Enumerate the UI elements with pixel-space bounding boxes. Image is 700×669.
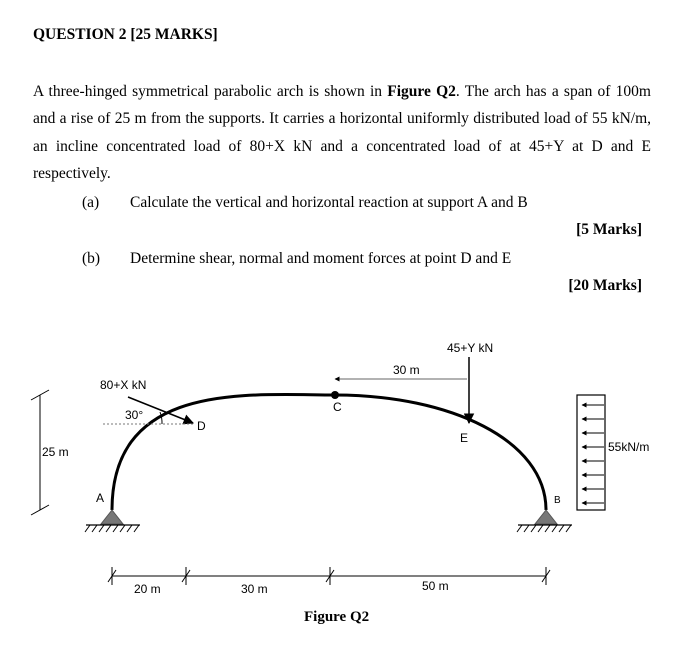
point-d-label: D — [197, 419, 206, 433]
span-segment-1: 20 m — [134, 582, 161, 596]
part-b-marks: [20 Marks] — [568, 277, 642, 294]
intro-text-1: A three-hinged symmetrical parabolic arch is shown in — [33, 83, 388, 100]
point-b-label: B — [554, 495, 561, 506]
question-heading: QUESTION 2 [25 MARKS] — [33, 26, 218, 43]
rise-label: 25 m — [42, 445, 69, 459]
angle-label: 30° — [125, 408, 144, 422]
part-b-text: Determine shear, normal and moment forces at point D and E — [130, 250, 512, 267]
inclined-load-arrow — [103, 397, 193, 424]
part-b-label: (b) — [82, 250, 101, 267]
intro-figure-ref: Figure Q2 — [387, 83, 456, 100]
vertical-load-label: 45+Y kN — [447, 341, 494, 355]
support-a — [85, 510, 140, 532]
arch-curve — [112, 394, 546, 510]
point-c-label: C — [333, 400, 342, 414]
point-e-label: E — [460, 431, 469, 445]
span-segment-3: 50 m — [422, 579, 449, 593]
figure-caption: Figure Q2 — [304, 609, 370, 625]
span-dimension-line — [108, 567, 550, 585]
part-a-text: Calculate the vertical and horizontal reaction at support A and B — [130, 194, 528, 211]
hinge-c — [331, 391, 339, 399]
dimension-c-e-label: 30 m — [393, 363, 420, 377]
udl-load — [577, 395, 605, 510]
span-segment-2: 30 m — [241, 582, 268, 596]
part-a-label: (a) — [82, 194, 100, 211]
point-a-label: A — [96, 491, 105, 505]
support-b — [517, 510, 572, 532]
intro-text-2: . The arch has a span of 100m and a rise of 25 m from the supports. It carries a horizontal uniformly distributed load of 55 kN/m, an incline concentrated load of 80+X kN and a concentrated load of at 45+Y at D and E respectively. — [33, 83, 651, 182]
part-a-marks: [5 Marks] — [576, 221, 642, 238]
udl-label: 55kN/m — [608, 440, 650, 454]
inclined-load-label: 80+X kN — [100, 378, 147, 392]
